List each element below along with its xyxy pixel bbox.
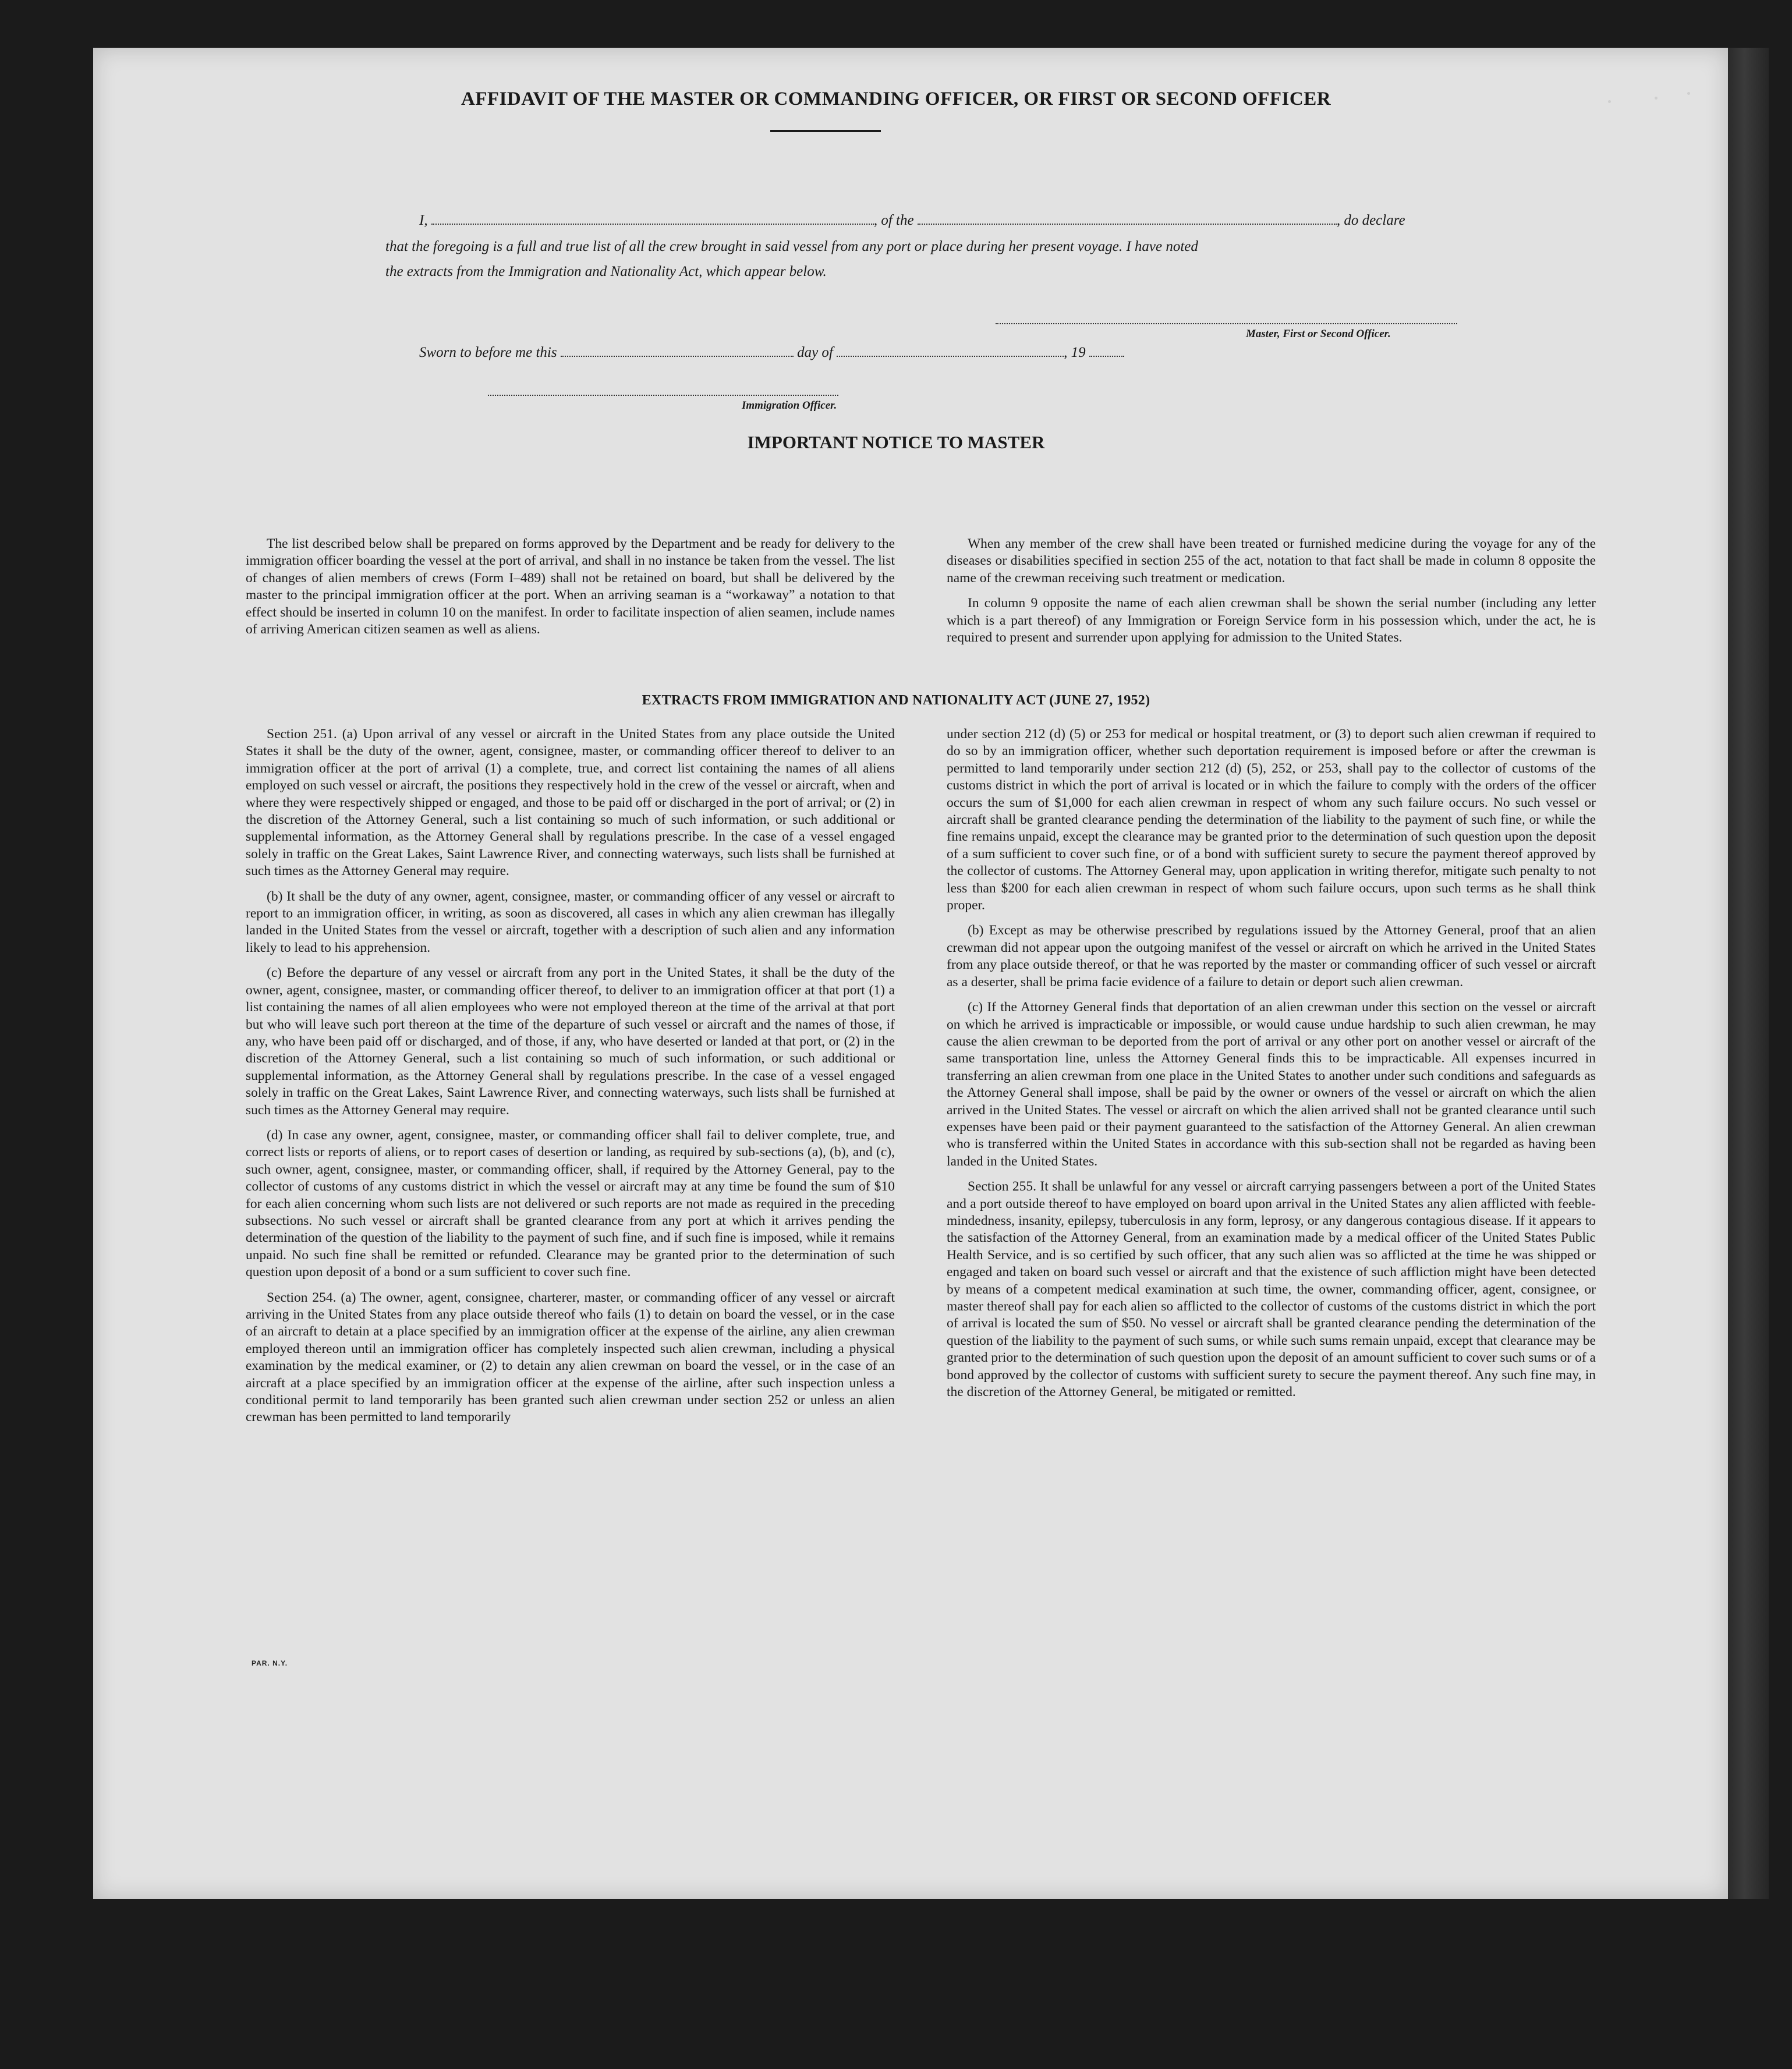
master-signature-caption: Master, First or Second Officer. (1246, 328, 1391, 340)
notice-left-column (246, 536, 895, 646)
section-254-c: (c) If the Attorney General finds that deportation of an alien crewman under this section on the vessel or aircraft on which he arrived is impracticable or impossible, or would cause undue hardship to such alien crewman, he may cause the alien crewman to be deported from the port of arrival or any other port on another vessel or aircraft of the same transportation line, unless the Attorney General finds this to be impracticable. All expenses incurred in transferring an alien crewman from one place in the United States to another under such conditions and safeguards as the Attorney General shall impose, shall be paid by the owner or owners of the vessel or aircraft on which the alien arrived in the United States. The vessel or aircraft on which the alien arrived shall not be granted clearance until such expenses have been paid or their payment guaranteed to the satisfaction of the Attorney General. An alien crewman who is transferred within the United States in accordance with this sub-section shall not be regarded as having been landed in the United States. (947, 1000, 1596, 1169)
extracts-right-column (947, 726, 1596, 1409)
page-edge-shadow (1728, 48, 1769, 1899)
declaration-text-line-2: that the foregoing is a full and true list of all the crew brought in said vessel from any port or place during her present voyage. I have noted (385, 239, 1198, 254)
printer-mark: PAR. N.Y. (252, 1659, 288, 1667)
declaration-line (419, 212, 1405, 229)
notice-paragraph: The list described below shall be prepared on forms approved by the Department and be ready for delivery to the immigration officer boarding the vessel at the port of arrival, and shall in no instance be taken from the vessel. The list of changes of alien members of crews (Form I–489) shall not be retained on board, but shall be delivered by the master to the principal immigration officer at the port. When an arriving seaman is a “workaway” a notation to that effect should be inserted in column 10 on the manifest. In order to facilitate inspection of alien seamen, include names of arriving American citizen seamen as well as aliens. (246, 536, 895, 637)
section-251-c: (c) Before the departure of any vessel or aircraft from any port in the United States, it shall be the duty of the owner, agent, consignee, master, or commanding officer thereof, to deliver to an immigration officer at that port (1) a list containing the names of all alien employees who were not employed thereon at the time of the arrival at that port but who will leave such port thereon at the time of the departure of such vessel or aircraft and the names of those, if any, who have been paid off or discharged, and of those, if any, who have deserted or landed at that port, or (2) in the discretion of the Attorney General, such a list containing so much of such information, or such additional or supplemental information, as the Attorney General shall by regulations prescribe. In the case of a vessel engaged solely in traffic on the Great Lakes, Saint Lawrence River, and connecting waterways, such lists shall be furnished at such times as the Attorney General may require. (246, 965, 895, 1118)
section-254-a-continued: under section 212 (d) (5) or 253 for medical or hospital treatment, or (3) to deport such alien crewman if required to do so by an immigration officer, whether such deportation requirement is imposed before or after the crewman is permitted to land temporarily under section 212 (d) (5), 252, or 253, shall pay to the collector of customs of the customs district in which the port of arrival is located or in which the failure to comply with the orders of the officer occurs the sum of $1,000 for each alien crewman in respect of whom any such failure occurs. No such vessel or aircraft shall be granted clearance pending the determination of the liability to the payment of such fine, or while the fine remains unpaid, except the clearance may be granted prior to the determination of such question upon the deposit of a sum sufficient to cover such fine, or of a bond with sufficient surety to secure the payment thereof approved by the collector of customs. The Attorney General may, upon application in writing therefor, mitigate such penalty to not less than $200 for each alien crewman in respect of whom such failure occurs, upon such terms as he shall think proper. (947, 727, 1596, 913)
affidavit-title: AFFIDAVIT OF THE MASTER OR COMMANDING OFFICER, OR FIRST OR SECOND OFFICER (461, 88, 1331, 109)
day-of-label: day of (797, 345, 833, 360)
title-rule (770, 130, 881, 132)
section-251-d: (d) In case any owner, agent, consignee, master, or commanding officer shall fail to deliver complete, true, and correct lists or reports of aliens, or to report cases of desertion or landing, as required by sub-sections (a), (b), and (c), such owner, agent, consignee, master, or commanding officer, shall, if required by the Attorney General, pay to the collector of customs of any customs district in which the vessel or aircraft may at any time be found the sum of $10 for each alien concerning whom such lists are not delivered or such reports are not made as required in the preceding subsections. No such vessel or aircraft shall be granted clearance from any port at which it arrives pending the determination of the question of the liability to the payment of such fine, and if such fine is imposed, while it remains unpaid. No such fine shall be remitted or refunded. Clearance may be granted prior to the determination of such question upon deposit of a bond or a sum sufficient to cover such fine. (246, 1127, 895, 1280)
year-prefix: , 19 (1064, 345, 1086, 360)
section-254-b: (b) Except as may be otherwise prescribed by regulations issued by the Attorney General, proof that an alien crewman did not appear upon the outgoing manifest of the vessel or aircraft on which he arrived in the United States from any place outside thereof, or that he was reported by the master or commanding officer of such vessel or aircraft as a deserter, shall be prima facie evidence of a failure to detain or deport such alien crewman. (947, 923, 1596, 990)
declaration-text-line-3: the extracts from the Immigration and Nationality Act, which appear below. (385, 264, 827, 279)
section-251-b: (b) It shall be the duty of any owner, agent, consignee, master, or commanding officer of any vessel or aircraft to report to an immigration officer, in writing, as soon as discovered, all cases in which any alien crewman has illegally landed in the United States from the vessel or aircraft, together with a description of such alien and any information likely to lead to his apprehension. (246, 888, 895, 955)
sworn-day-field[interactable] (561, 353, 794, 357)
section-254-a: Section 254. (a) The owner, agent, consignee, charterer, master, or commanding officer of any vessel or aircraft arriving in the United States from any place outside thereof who fails (1) to detain on board the vessel, or in the case of an aircraft to detain at a place specified by an immigration officer at the expense of the airline, any alien crewman employed thereon until an immigration officer has completely inspected such alien crewman, including a physical examination by the medical examiner, or (2) to detain any alien crewman on board the vessel, or in the case of an aircraft at a place specified by an immigration officer at the expense of the airline, after such inspection unless a conditional permit to land temporarily has been granted such alien crewman under section 252 or unless an alien crewman has been permitted to land temporarily (246, 1289, 895, 1425)
immigration-officer-caption: Immigration Officer. (742, 399, 837, 412)
of-the-label: , of the (873, 212, 914, 228)
sworn-year-field[interactable] (1089, 353, 1124, 357)
notice-title: IMPORTANT NOTICE TO MASTER (747, 432, 1045, 452)
declarant-name-field[interactable] (431, 221, 874, 225)
do-declare-label: , do declare (1336, 212, 1405, 228)
sworn-label: Sworn to before me this (419, 345, 557, 360)
immigration-officer-signature-field[interactable] (488, 395, 838, 396)
sworn-line (419, 345, 1124, 361)
notice-paragraph: When any member of the crew shall have been treated or furnished medicine during the voyage for any of the diseases or disabilities specified in section 255 of the act, notation to that fact shall be made in column 8 opposite the name of the crewman receiving such treatment or medication. (947, 536, 1596, 586)
vessel-name-field[interactable] (918, 221, 1337, 225)
section-251-a: Section 251. (a) Upon arrival of any vessel or aircraft in the United States from any place outside the United States it shall be the duty of the owner, agent, consignee, master, or commanding officer thereof to deliver to an immigration officer at the port of arrival (1) a complete, true, and correct list containing the names of all aliens employed on such vessel or aircraft, the positions they respectively hold in the crew of the vessel or aircraft, when and where they were respectively shipped or engaged, and those to be paid off or discharged in the port of arrival; or (2) in the discretion of the Attorney General, such a list containing so much of such information, or such additional or supplemental information, as the Attorney General shall by regulations prescribe. In the case of a vessel engaged solely in traffic on the Great Lakes, Saint Lawrence River, and connecting waterways, such lists shall be furnished at such times as the Attorney General may require. (246, 727, 895, 879)
notice-right-column (947, 536, 1596, 654)
section-255: Section 255. It shall be unlawful for any vessel or aircraft carrying passengers between a port of the United States and a port outside thereof to have employed on board upon arrival in the United States any alien afflicted with feeble-mindedness, insanity, epilepsy, tuberculosis in any form, leprosy, or any dangerous contagious disease. If it appears to the satisfaction of the Attorney General, from an examination made by a medical officer of the United States Public Health Service, and is so certified by such officer, that any such alien was so afflicted at the time he was shipped or engaged and taken on board such vessel or aircraft and that the existence of such affliction might have been detected by means of a competent medical examination at such time, the owner, commanding officer, agent, consignee, or master thereof shall pay for each alien so afflicted to the collector of customs of the customs district in which the port of arrival is located the sum of $50. No vessel or aircraft shall be granted clearance pending the determination of the question of the liability to the payment of such sums, or while such sums remain unpaid, except that clearance may be granted prior to the determination of such question upon the deposit of an amount sufficient to cover such sums or of a bond approved by the collector of customs with sufficient surety to secure the payment thereof. Any such fine may, in the discretion of the Attorney General, be mitigated or remitted. (947, 1179, 1596, 1400)
extracts-left-column (246, 726, 895, 1434)
sworn-month-field[interactable] (837, 353, 1064, 357)
master-signature-field[interactable] (996, 323, 1457, 324)
notice-paragraph: In column 9 opposite the name of each alien crewman shall be shown the serial number (including any letter which is a part thereof) of any Immigration or Foreign Service form in his possession which, under the act, he is required to present and surrender upon applying for admission to the United States. (947, 596, 1596, 646)
extracts-title: EXTRACTS FROM IMMIGRATION AND NATIONALITY ACT (JUNE 27, 1952) (642, 693, 1150, 708)
declarant-prefix: I, (419, 212, 428, 228)
